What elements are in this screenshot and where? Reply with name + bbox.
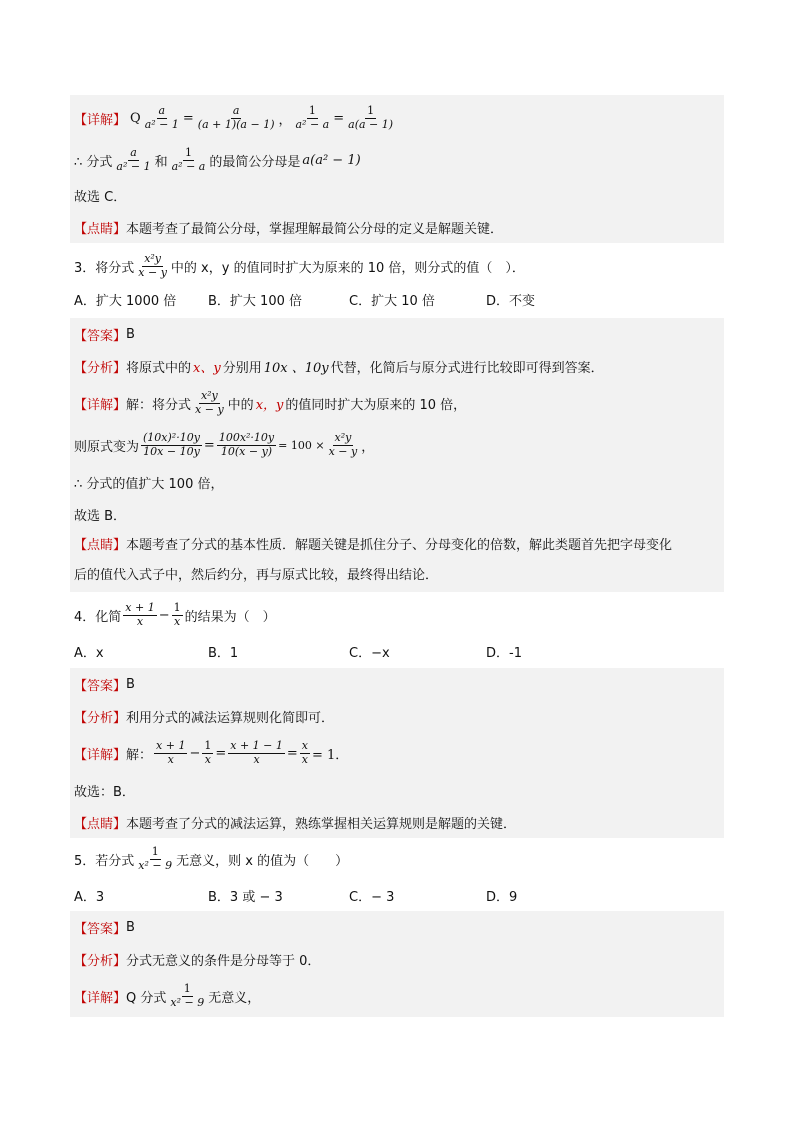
option-a: A．3 <box>74 890 105 905</box>
fraction: $\frac{a}{\text{a² − 1}}$ <box>144 103 179 131</box>
q5-options <box>70 886 724 908</box>
option-b: B．扩大 100 倍 <box>208 294 302 309</box>
because-symbol: Q <box>130 110 141 126</box>
q4-analysis: 【分析】 利用分式的减法运算规则化简即可． <box>70 700 724 732</box>
q2-comment-line: 【点睛】 本题考查了最简公分母，掌握理解最简公分母的定义是解题关键． <box>70 211 724 243</box>
option-b: B．3 或 − 3 <box>208 890 283 905</box>
fraction: $\frac{x + 1}{x}$ <box>125 600 155 628</box>
q3-choice-line: 故选 B． <box>70 498 724 530</box>
q3-stem: 3．将分式 $\frac{\text{x²y}}{x - y}$ 中的 x，y 的值同时扩大为原来的 10 倍，则分式的值（ ）． <box>74 251 525 279</box>
fraction: $\frac{x}{x}$ <box>301 738 309 766</box>
q3-analysis: 【分析】 将原式中的 x、y 分别用 10x 、10y 代替，化简后与原分式进行比较即可得到答案． <box>70 350 724 382</box>
q4-choice-line: 故选：B． <box>70 774 724 806</box>
q3-detail-line-3: ∴ 分式的值扩大 100 倍， <box>70 466 724 498</box>
option-a: A．x <box>74 646 104 661</box>
q4-comment: 【点睛】 本题考查了分式的减法运算，熟练掌握相关运算规则是解题的关键． <box>70 806 724 838</box>
option-d: D．-1 <box>486 646 522 661</box>
fraction: $\frac{1}{a(a - 1)}$ <box>348 103 394 131</box>
q4-detail: 【详解】 解： $\frac{x + 1}{x}$ − $\frac{1}{x}$ = $\frac{x + 1 - 1}{x}$ = $\frac{x}{x}$ = 1． <box>70 732 724 774</box>
fraction: $\frac{1}{\text{x² − 9}}$ <box>170 981 205 1009</box>
q3-comment: 【点睛】本题考查了分式的基本性质．解题关键是抓住分子、分母变化的倍数，解此类题首先把字母变化 后的值代入式子中，然后约分，再与原式比较，最终得出结论． <box>70 530 724 592</box>
fraction: $\frac{\text{x²y}}{x - y}$ <box>138 251 167 279</box>
option-a: A．扩大 1000 倍 <box>74 294 177 309</box>
option-c: C．− 3 <box>349 890 395 905</box>
q3-detail: 【详解】 解：将分式 $\frac{\text{x²y}}{x - y}$ 中的 x，y 的值同时扩大为原来的 10 倍， <box>70 382 724 424</box>
option-b: B．1 <box>208 646 239 661</box>
fraction: $\frac{a}{(a + 1)(a - 1)}$ <box>197 103 275 131</box>
fraction: $\frac{a}{\text{a² − 1}}$ <box>116 145 151 173</box>
q5-detail: 【详解】 Q 分式 $\frac{1}{\text{x² − 9}}$ 无意义， <box>70 975 724 1017</box>
fraction: $\frac{1}{x}$ <box>173 600 181 628</box>
option-d: D．不变 <box>486 294 536 309</box>
q3-detail-line-2: 则原式变为 $\frac{\text{(10x)²·10y}}{10x - 10y}$ = $\frac{\text{100x²·10y}}{10(x - y)}$ = 100 × $\frac{\text{x²y}}{x - y}$ ， <box>70 424 724 466</box>
fraction: $\frac{1}{\text{a² − a}}$ <box>295 103 330 131</box>
q5-answer: 【答案】 B <box>70 911 724 943</box>
option-d: D．9 <box>486 890 518 905</box>
q4-answer: 【答案】 B <box>70 668 724 700</box>
detail-tag: 【详解】 <box>74 112 127 128</box>
fraction: $\frac{\text{x²y}}{x - y}$ <box>328 430 358 458</box>
q2-detail-line-2: ∴ 分式 $\frac{a}{\text{a² − 1}}$ 和 $\frac{1}{\text{a² − a}}$ 的最简公分母是 a(a² − 1) <box>70 141 724 179</box>
q4-stem: 4．化简 $\frac{x + 1}{x}$ − $\frac{1}{x}$ 的结果为（ ） <box>74 600 276 628</box>
fraction: $\frac{x + 1}{x}$ <box>156 738 186 766</box>
q2-choice-line: 故选 C． <box>70 179 724 211</box>
fraction: $\frac{\text{100x²·10y}}{10(x - y)}$ <box>218 430 275 458</box>
q5-stem: 5．若分式 $\frac{1}{\text{x² − 9}}$ 无意义，则 x 的值为（ ） <box>74 844 349 872</box>
q5-analysis: 【分析】 分式无意义的条件是分母等于 0． <box>70 943 724 975</box>
fraction: $\frac{1}{\text{x² − 9}}$ <box>138 844 173 872</box>
fraction: $\frac{\text{(10x)²·10y}}{10x - 10y}$ <box>143 430 200 458</box>
option-c: C．扩大 10 倍 <box>349 294 435 309</box>
q3-answer: 【答案】 B <box>70 318 724 350</box>
fraction: $\frac{1}{\text{a² − a}}$ <box>171 145 206 173</box>
q3-options <box>70 290 724 312</box>
q4-options <box>70 642 724 664</box>
option-c: C．−x <box>349 646 390 661</box>
fraction: $\frac{\text{x²y}}{x - y}$ <box>195 388 224 416</box>
q2-detail-line: 【详解】 Q $\frac{a}{\text{a² − 1}}$ = $\frac{a}{(a + 1)(a - 1)}$ ， $\frac{1}{\text{a² − a}}$ = $\frac{1}{a(a - 1)}$ <box>70 95 724 141</box>
fraction: $\frac{1}{x}$ <box>204 738 212 766</box>
fraction: $\frac{x + 1 - 1}{x}$ <box>230 738 283 766</box>
